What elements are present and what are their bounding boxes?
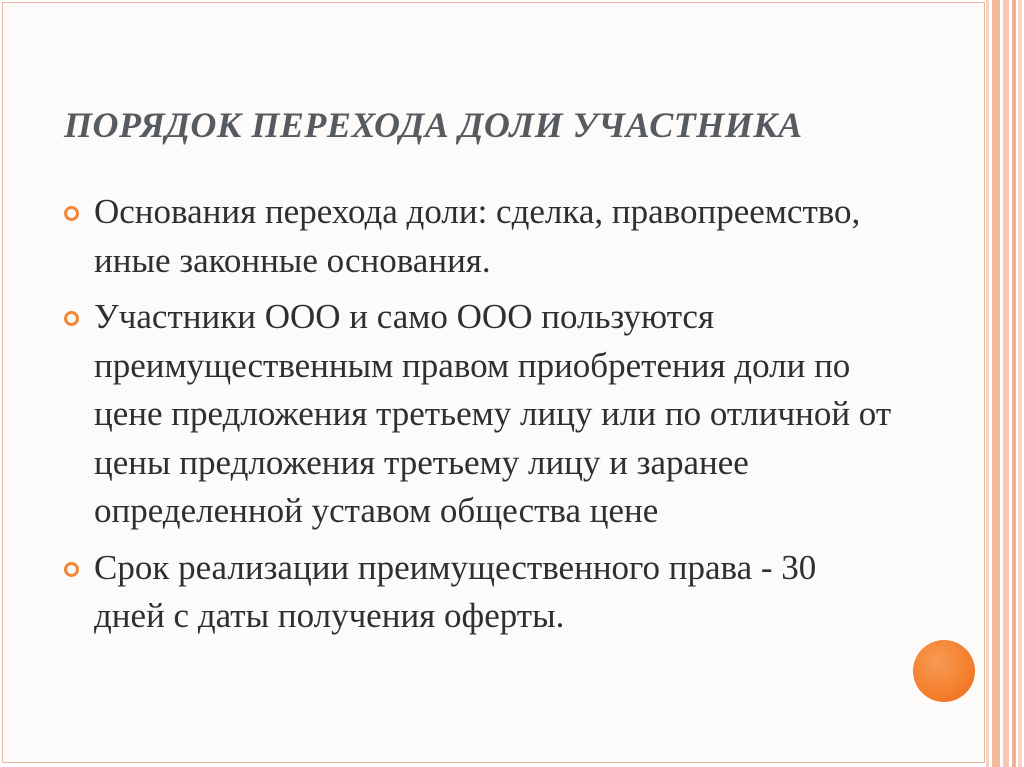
decorative-stripe xyxy=(1018,0,1022,767)
bullet-text: Основания перехода доли: сделка, правопреемство, иные законные основания. xyxy=(94,192,861,280)
bullet-item xyxy=(64,293,894,536)
bullet-circle-icon xyxy=(64,206,79,221)
bullet-circle-icon xyxy=(64,311,79,326)
bullet-list xyxy=(64,188,894,649)
slide-title: ПОРЯДОК ПЕРЕХОДА ДОЛИ УЧАСТНИКА xyxy=(64,105,803,145)
decorative-stripe xyxy=(986,0,989,767)
decorative-orange-circle-icon xyxy=(913,640,975,702)
decorative-stripe xyxy=(1003,0,1009,767)
bullet-text: Участники ООО и само ООО пользуются преимущественным правом приобретения доли по цене предложения третьему лицу или по отличной от цены предложения третьему лицу и заранее определенной уставом общества цене xyxy=(94,297,892,530)
bullet-text: Срок реализации преимущественного права - 30 дней с даты получения оферты. xyxy=(94,547,817,635)
decorative-stripe xyxy=(1012,0,1016,767)
decorative-stripe xyxy=(992,0,1000,767)
bullet-circle-icon xyxy=(64,562,79,577)
bullet-item xyxy=(64,544,894,641)
bullet-item xyxy=(64,188,894,285)
